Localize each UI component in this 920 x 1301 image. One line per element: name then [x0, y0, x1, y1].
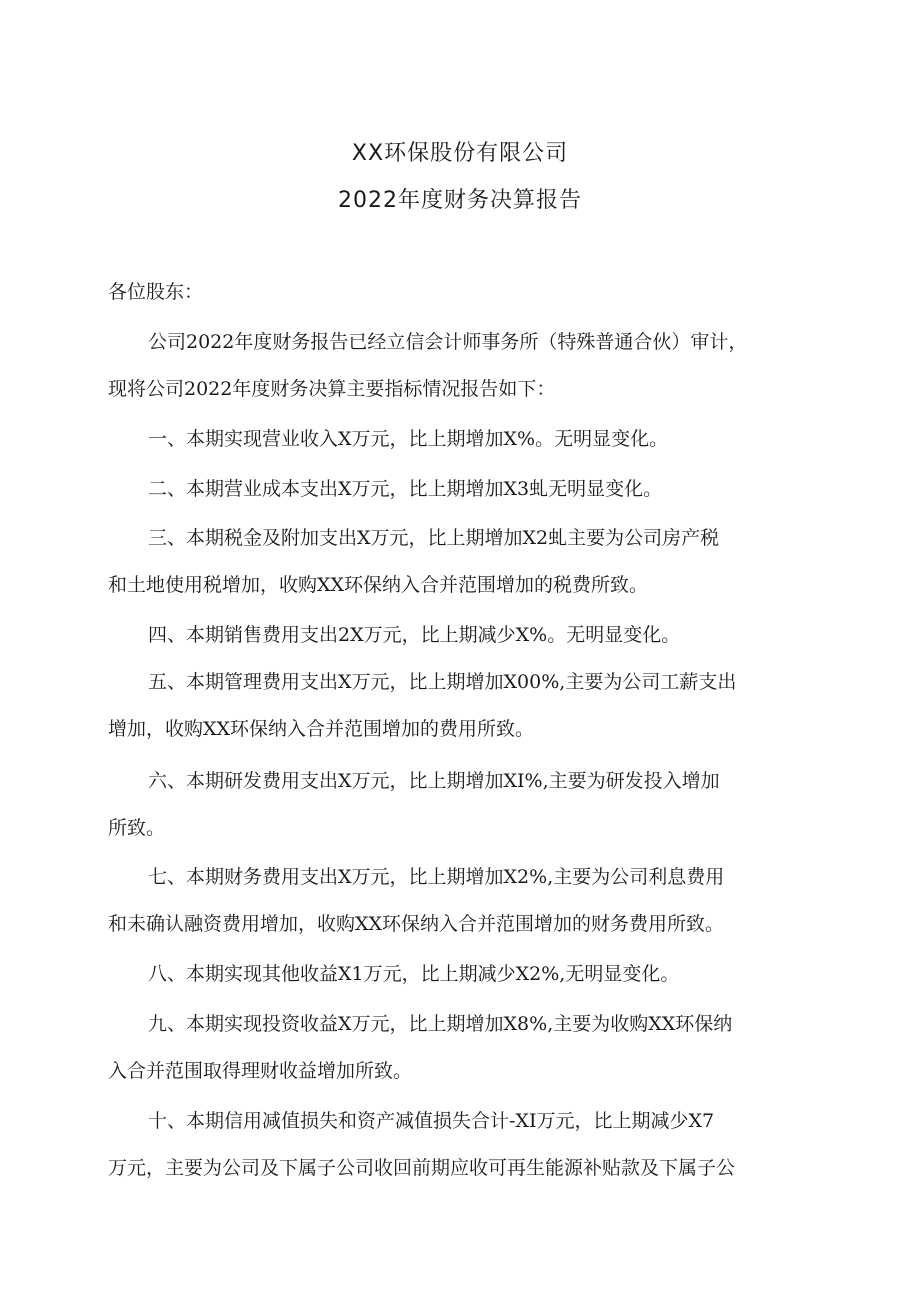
line-text: 二、本期营业成本支出X万元，比上期增加X3虬无明显变化。	[148, 478, 663, 500]
line-text: 三、本期税金及附加支出X万元，比上期增加X2虬主要为公司房产税	[148, 527, 720, 549]
line-text: 入合并范围取得理财收益增加所致。	[108, 1060, 413, 1082]
line-text: 七、本期财务费用支出X万元，比上期增加X2%,主要为公司利息费用	[148, 866, 725, 888]
salutation-text: 各位股东：	[108, 281, 204, 303]
line-text: 一、本期实现营业收入X万元，比上期增加X%。无明显变化。	[148, 428, 669, 450]
line-text: 和土地使用税增加，收购XX环保纳入合并范围增加的税费所致。	[108, 574, 649, 596]
line-text: 九、本期实现投资收益X万元，比上期增加X8%,主要为收购XX环保纳	[148, 1013, 733, 1035]
line-text: 四、本期销售费用支出2X万元，比上期减少X%。无明显变化。	[148, 624, 681, 646]
report-title: 2022年度财务决算报告	[338, 188, 582, 213]
line-text: 现将公司2022年度财务决算主要指标情况报告如下：	[108, 378, 556, 400]
line-text: 公司2022年度财务报告已经立信会计师事务所（特殊普通合伙）审计，	[148, 331, 748, 353]
line-text: 十、本期信用减值损失和资产减值损失合计-XI万元，比上期减少X7	[148, 1110, 715, 1132]
line-text: 五、本期管理费用支出X万元，比上期增加X00%,主要为公司工薪支出	[148, 671, 737, 693]
line-text: 万元，主要为公司及下属子公司收回前期应收可再生能源补贴款及下属子公	[108, 1157, 736, 1179]
line-text: 增加，收购XX环保纳入合并范围增加的费用所致。	[108, 718, 535, 740]
line-text: 所致。	[108, 817, 166, 839]
line-text: 和未确认融资费用增加，收购XX环保纳入合并范围增加的财务费用所致。	[108, 913, 725, 935]
line-text: 六、本期研发费用支出X万元，比上期增加XI%,主要为研发投入增加	[148, 770, 720, 792]
line-text: 八、本期实现其他收益X1万元，比上期减少X2%,无明显变化。	[148, 963, 680, 985]
company-title: XX环保股份有限公司	[351, 141, 569, 166]
